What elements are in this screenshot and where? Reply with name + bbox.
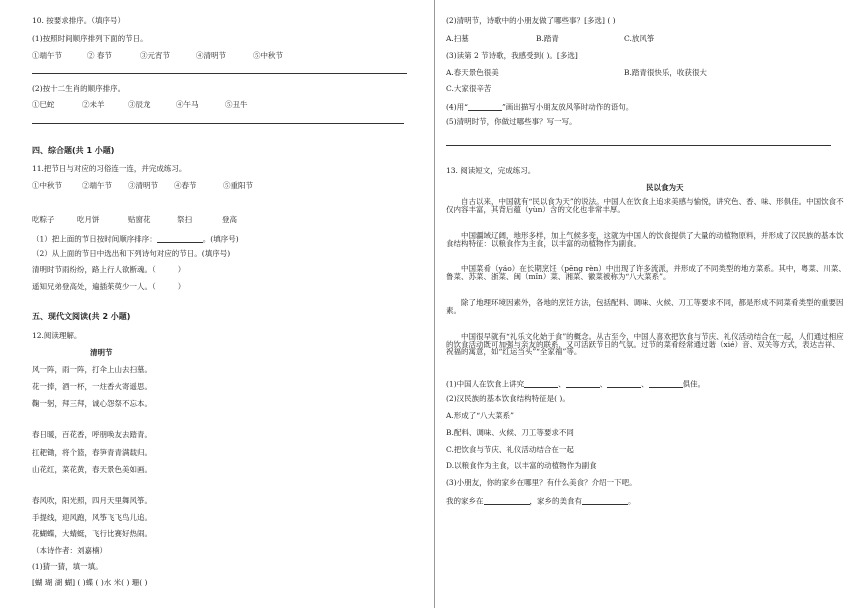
q12-sub1: (1)猜一猜，填一填。 <box>32 562 103 571</box>
poem-line-2 <box>32 283 185 291</box>
poem-stanza1-line2: 花一捧，酒一杯，一炷香火寄遥思。 <box>32 382 152 391</box>
poem-stanza2-line3: 山花红，菜花黄，春天景色美如画。 <box>32 465 152 474</box>
article-para-4: 除了地理环境因素外，各地的烹饪方法，包括配料、调味、火候、刀工等要求不同，都是形成不同菜肴类型的重要因素。 <box>446 298 844 315</box>
poem-title: 清明节 <box>90 348 113 357</box>
q10-sub2: (2)按十二生肖的顺序排序。 <box>32 84 126 93</box>
poem-line-2-close: ） <box>177 282 186 291</box>
poem-line-1-close: ） <box>177 265 186 274</box>
q13-s1-text: (1)中国人在饮食上讲究 <box>446 379 525 389</box>
wavy-line-sample <box>468 102 502 111</box>
article-para-1: 自古以来，中国就有“民以食为天”的说法。中国人在饮食上追求美感与愉悦，讲究色、香、味、形俱佳。中国饮食不仅内容丰富，其背后蕴（yùn）含的文化也非常丰厚。 <box>446 197 844 214</box>
q12-s5: (5)清明时节，你做过哪些事？写一写。 <box>446 117 577 126</box>
poem-stanza1-line1: 风一阵，雨一阵，打伞上山去扫墓。 <box>32 365 152 374</box>
answer-blank[interactable] <box>582 496 628 505</box>
period: 。 <box>628 496 636 506</box>
custom-4: 祭扫 <box>177 215 192 224</box>
q12-s3: (3)读第 2 节诗歌，我感受到( )。[多选] <box>446 51 578 60</box>
poem-line-2-text: 遥知兄弟登高处，遍插茱萸少一人。（ <box>32 282 156 291</box>
q12-s3-opt-c[interactable]: C.大家很辛苦 <box>446 84 492 93</box>
q12-title: 12.阅读理解。 <box>32 331 82 340</box>
poem-stanza3-line1: 春风吹，阳光照，四月天里舞风筝。 <box>32 496 152 505</box>
poem-stanza2-line1: 春日暖，百花香，呼朋唤友去踏青。 <box>32 430 152 439</box>
q13-s1-end: 俱佳。 <box>682 379 706 389</box>
article-para-3: 中国菜肴（yáo）在长期烹饪（pēng rèn）中出现了许多流派，并形成了不同类型的地方菜系。其中，粤菜、川菜、鲁菜、苏菜、浙菜、闽（mǐn）菜、湘菜、徽菜被称为“八大菜系”。 <box>446 264 846 281</box>
custom-5: 登高 <box>222 215 237 224</box>
zodiac-opt-5: ⑤丑牛 <box>225 100 248 109</box>
q11-line1 <box>32 234 239 243</box>
zodiac-opt-3: ③辰龙 <box>128 100 151 109</box>
article-title: 民以食为天 <box>646 183 684 192</box>
q13-s2-opt-d[interactable]: D.以粮食作为主食，以丰富的动植物作为副食 <box>446 461 597 470</box>
q12-s4-text: (4)用“ <box>446 102 468 112</box>
section5-title: 五、现代文阅读(共 2 小题) <box>32 312 131 321</box>
answer-blank[interactable] <box>566 379 600 388</box>
q13-s3: (3)小朋友，你的家乡在哪里？有什么美食？介绍一下吧。 <box>446 478 637 487</box>
column-divider <box>434 0 435 608</box>
q10-opt-2: ② 春节 <box>87 51 112 60</box>
festival-4: ④春节 <box>174 181 197 190</box>
answer-blank[interactable] <box>157 234 203 243</box>
q10-opt-3: ③元宵节 <box>140 51 170 60</box>
answer-line[interactable] <box>446 145 831 146</box>
poem-stanza2-line2: 扛耙锄，将个篮，春笋青青满载归。 <box>32 448 152 457</box>
q11-line1-text: （1）把上面的节日按时间顺序排序： <box>32 234 157 244</box>
answer-line[interactable] <box>32 123 404 124</box>
q13-s3-answer <box>446 496 636 505</box>
poem-stanza3-line3: 花蝴蝶，大蜻蜓，飞行比赛好热闹。 <box>32 529 152 538</box>
q11-title: 11.把节日与对应的习俗连一连，并完成练习。 <box>32 164 187 173</box>
q10-sub1: (1)按照时间顺序排列下面的节日。 <box>32 34 148 43</box>
q12-s4 <box>446 102 633 111</box>
q10-opt-1: ①端午节 <box>32 51 62 60</box>
article-para-5: 中国很早就有“礼乐文化始于食”的概念。从古至今，中国人喜欢把饮食与节庆、礼仪活动结合在一起，人们通过相应的饮食活动既可加强与亲友的联系，又可活跃节日的气氛。过节的菜肴经常通过谐（xié）音、双关等方式，表达吉祥、祝福的寓意，如“红运当头”“全家福”等。 <box>446 332 844 356</box>
q10-opt-4: ④清明节 <box>196 51 226 60</box>
zodiac-opt-1: ①巳蛇 <box>32 100 55 109</box>
answer-blank[interactable] <box>484 496 530 505</box>
zodiac-opt-2: ②未羊 <box>82 100 105 109</box>
q13-s2-opt-b[interactable]: B.配料、调味、火候、刀工等要求不同 <box>446 428 574 437</box>
custom-2: 吃月饼 <box>77 215 100 224</box>
q12-s3-opt-a[interactable]: A.春天景色很美 <box>446 68 499 77</box>
answer-line[interactable] <box>32 73 407 74</box>
poem-stanza1-line3: 鞠一躬，拜三拜，诚心怨祭不忘本。 <box>32 399 152 408</box>
answer-blank[interactable] <box>607 379 641 388</box>
answer-blank[interactable] <box>524 379 558 388</box>
q10-title: 10. 按要求排序。（填序号） <box>32 16 126 25</box>
q12-s2: (2)清明节，诗歌中的小朋友做了哪些事？[多选] ( ) <box>446 16 616 25</box>
zodiac-opt-4: ④午马 <box>176 100 199 109</box>
poem-line-1-text: 清明时节雨纷纷，路上行人欲断魂。（ <box>32 265 156 274</box>
festival-2: ②端午节 <box>82 181 112 190</box>
festival-5: ⑤重阳节 <box>223 181 253 190</box>
q13-s1: (1)中国人在饮食上讲究 、 、 、 俱佳。 <box>446 379 706 389</box>
q11-line1-end: 。(填序号) <box>202 234 239 244</box>
festival-3: ③清明节 <box>128 181 158 190</box>
poem-author: （本诗作者：刘嘉楠） <box>32 546 107 555</box>
q10-opt-5: ⑤中秋节 <box>253 51 283 60</box>
q13-s2-opt-a[interactable]: A.形成了“八大菜系” <box>446 411 514 420</box>
q12-s3-opt-b[interactable]: B.踏青很快乐，收获很大 <box>624 68 707 77</box>
q12-s2-opt-b[interactable]: B.踏青 <box>536 34 559 43</box>
q13-title: 13. 阅读短文，完成练习。 <box>446 166 536 175</box>
answer-blank[interactable] <box>649 379 683 388</box>
festival-1: ①中秋节 <box>32 181 62 190</box>
q11-line2: （2）从上面的节日中选出和下列诗句对应的节日。(填序号) <box>32 249 231 258</box>
custom-1: 吃粽子 <box>32 215 55 224</box>
hometown-label: 我的家乡在 <box>446 496 484 506</box>
q13-s2: (2)汉民族的基本饮食结构特征是( )。 <box>446 394 570 403</box>
article-para-2: 中国疆域辽阔，地形多样，加上气候多变，这就为中国人的饮食提供了大量的动植物原料，并形成了汉民族的基本饮食结构特征：以粮食作为主食，以丰富的动植物作为副食。 <box>446 231 844 248</box>
section4-title: 四、综合题(共 1 小题) <box>32 146 115 155</box>
q12-s2-opt-a[interactable]: A.扫墓 <box>446 34 469 43</box>
q12-fill-line[interactable]: [蝴 瑚 湖 蝴] ( )蝶 ( )水 米( ) 珊( ) <box>32 578 148 587</box>
q12-s4-end: ”画出描写小朋友放风筝时动作的语句。 <box>501 102 634 112</box>
poem-stanza3-line2: 手提线，迎风跑，风筝飞飞鸟儿追。 <box>32 513 152 522</box>
q12-s2-opt-c[interactable]: C.放风筝 <box>624 34 655 43</box>
poem-line-1 <box>32 266 185 274</box>
food-label: ，家乡的美食有 <box>529 496 582 506</box>
q13-s2-opt-c[interactable]: C.把饮食与节庆、礼仪活动结合在一起 <box>446 445 574 454</box>
custom-3: 贴窗花 <box>128 215 151 224</box>
